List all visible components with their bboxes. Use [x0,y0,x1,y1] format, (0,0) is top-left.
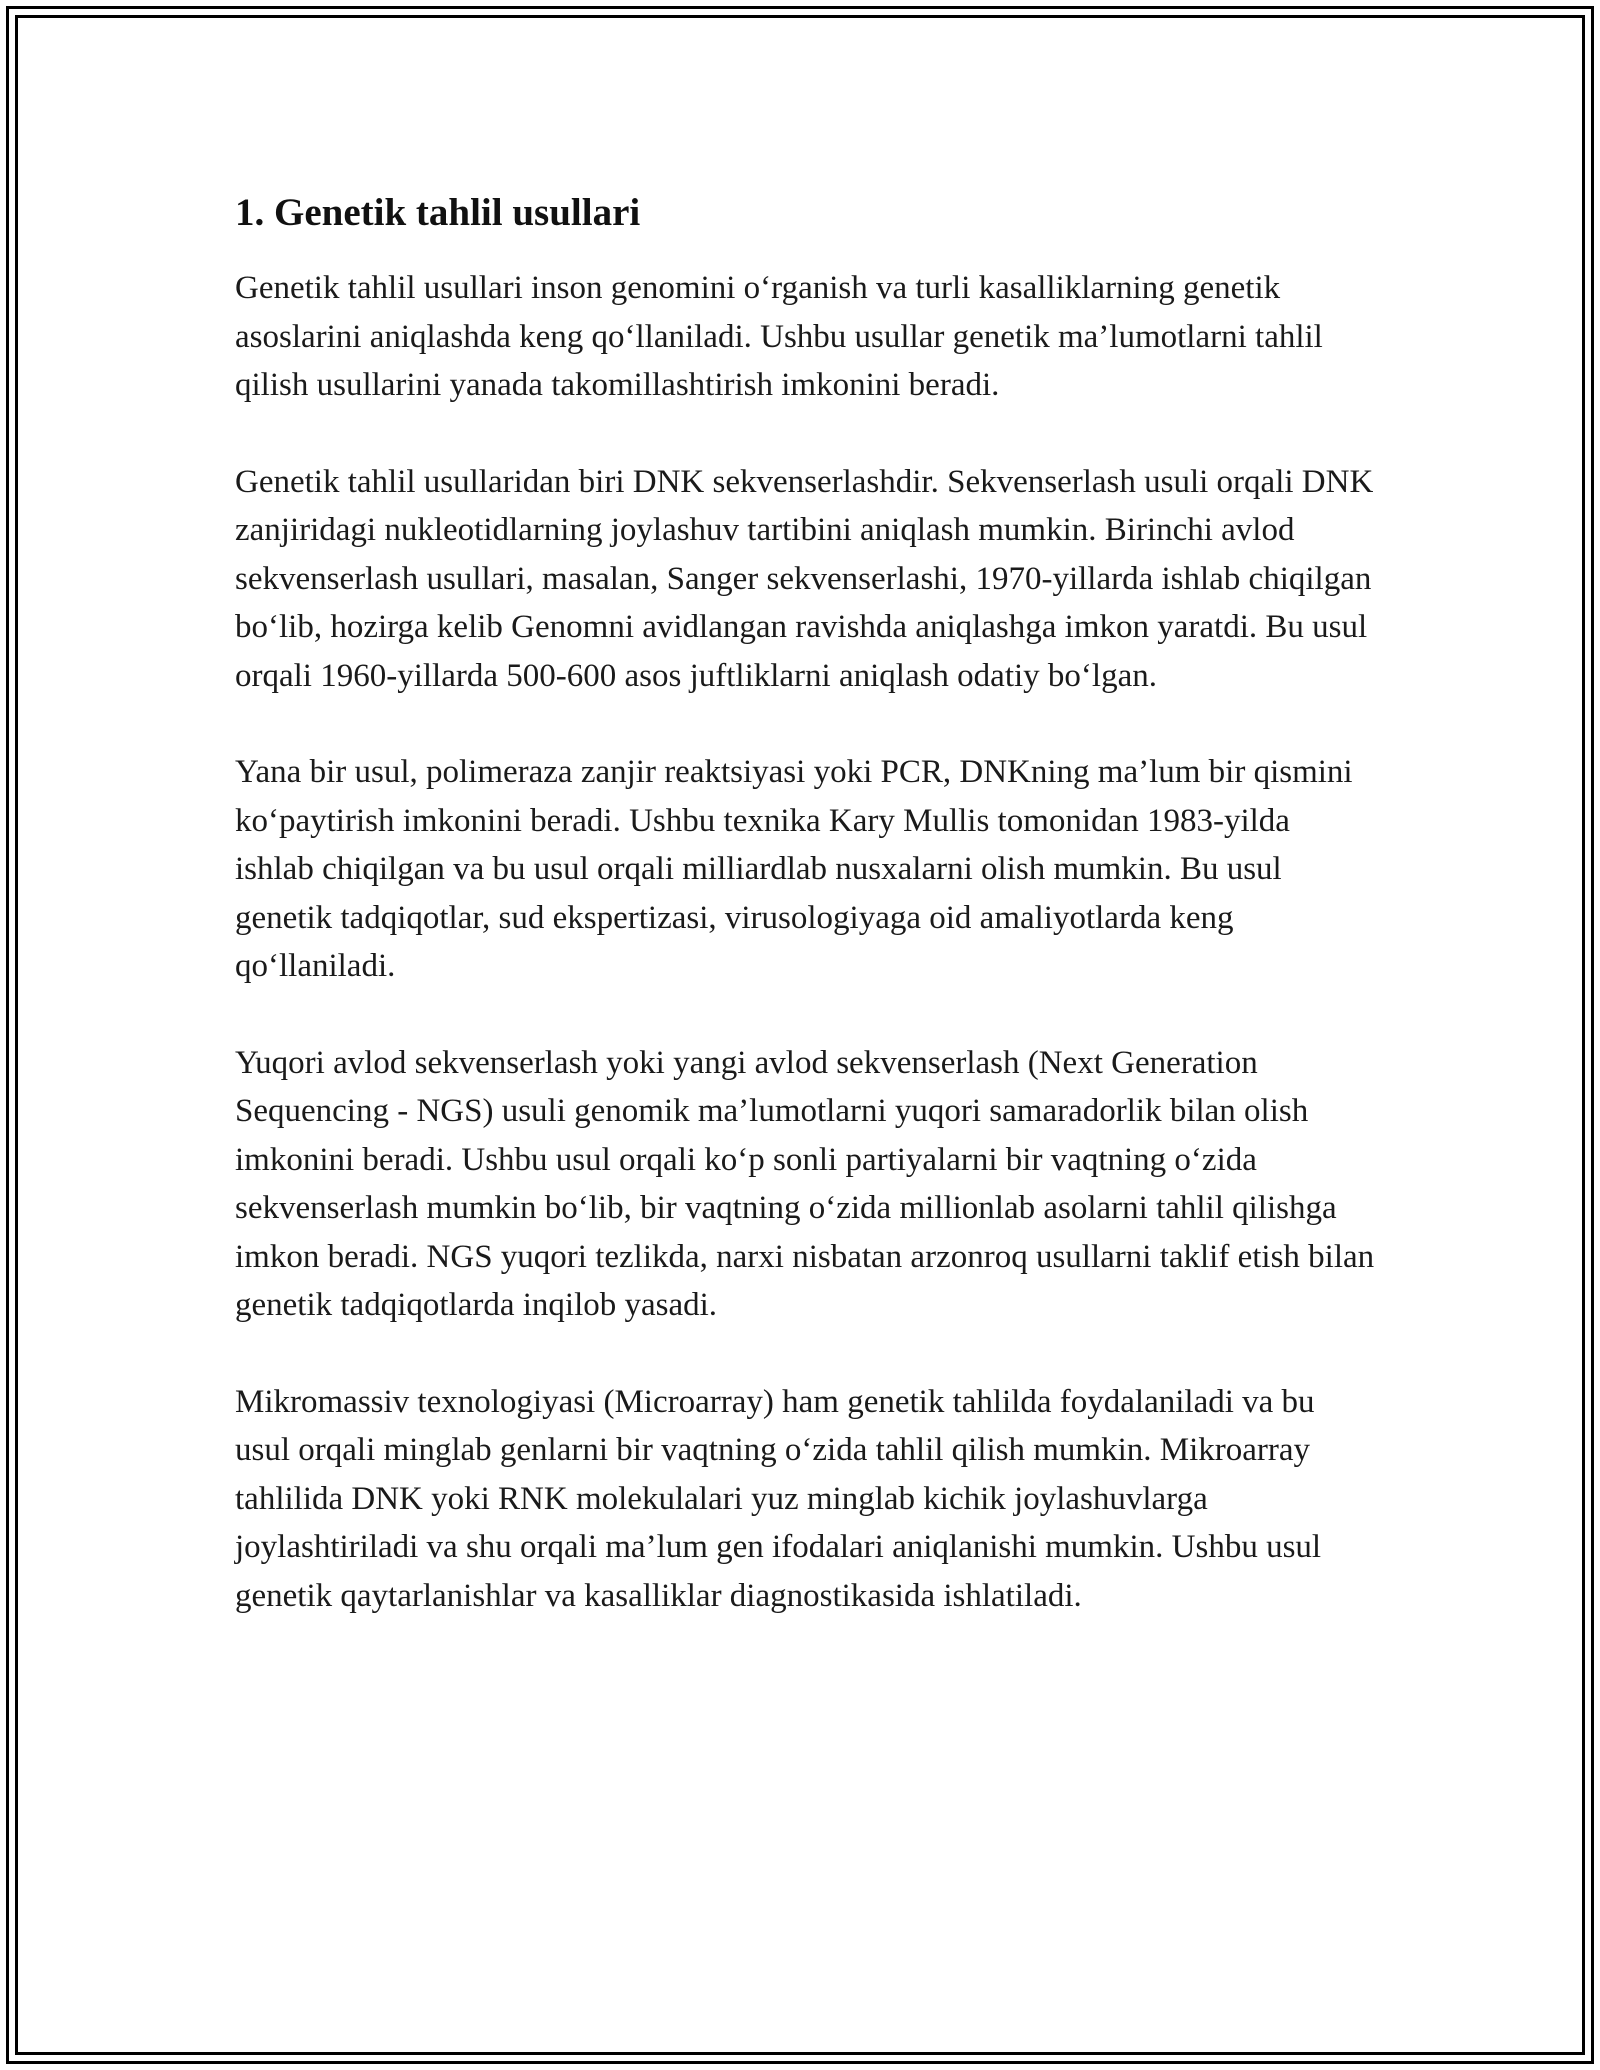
paragraph-microarray: Mikromassiv texnologiyasi (Microarray) ham genetik tahlilda foydalaniladi va bu usul orqali minglab genlarni bir vaqtning o‘zida tahlil qilish mumkin. Mikroarray tahlilida DNK yoki RNK molekulalari yuz minglab kichik joylashuvlarga joylashtiriladi va shu orqali ma’lum gen ifodalari aniqlanishi mumkin. Ushbu usul genetik qaytarlanishlar va kasalliklar diagnostikasida ishlatiladi. [235,1383,1322,1614]
document-body [235,188,1375,1668]
paragraph-ngs: Yuqori avlod sekvenserlash yoki yangi avlod sekvenserlash (Next Generation Sequencing - NGS) usuli genomik ma’lumotlarni yuqori samaradorlik bilan olish imkonini beradi. Ushbu usul orqali ko‘p sonli partiyalarni bir vaqtning o‘zida sekvenserlash mumkin bo‘lib, bir vaqtning o‘zida millionlab asolarni tahlil qilishga imkon beradi. NGS yuqori tezlikda, narxi nisbatan arzonroq usullarni taklif etish bilan genetik tadqiqotlarda inqilob yasadi. [235,1044,1375,1323]
section-heading: 1. Genetik tahlil usullari [235,191,641,234]
paragraph-intro: Genetik tahlil usullari inson genomini o‘rganish va turli kasalliklarning genetik asoslarini aniqlashda keng qo‘llaniladi. Ushbu usullar genetik ma’lumotlarni tahlil qilish usullarini yanada takomillashtirish imkonini beradi. [235,270,1323,403]
paragraph-dna-sequencing: Genetik tahlil usullaridan biri DNK sekvenserlashdir. Sekvenserlash usuli orqali DNK zanjiridagi nukleotidlarning joylashuv tartibini aniqlash mumkin. Birinchi avlod sekvenserlash usullari, masalan, Sanger sekvenserlashi, 1970-yillarda ishlab chiqilgan bo‘lib, hozirga kelib Genomni avidlangan ravishda aniqlashga imkon yaratdi. Bu usul orqali 1960-yillarda 500-600 asos juftliklarni aniqlash odatiy bo‘lgan. [235,463,1374,694]
paragraph-pcr: Yana bir usul, polimeraza zanjir reaktsiyasi yoki PCR, DNKning ma’lum bir qismini ko‘paytirish imkonini beradi. Ushbu texnika Kary Mullis tomonidan 1983-yilda ishlab chiqilgan va bu usul orqali milliardlab nusxalarni olish mumkin. Bu usul genetik tadqiqotlar, sud ekspertizasi, virusologiyaga oid amaliyotlarda keng qo‘llaniladi. [235,754,1353,984]
